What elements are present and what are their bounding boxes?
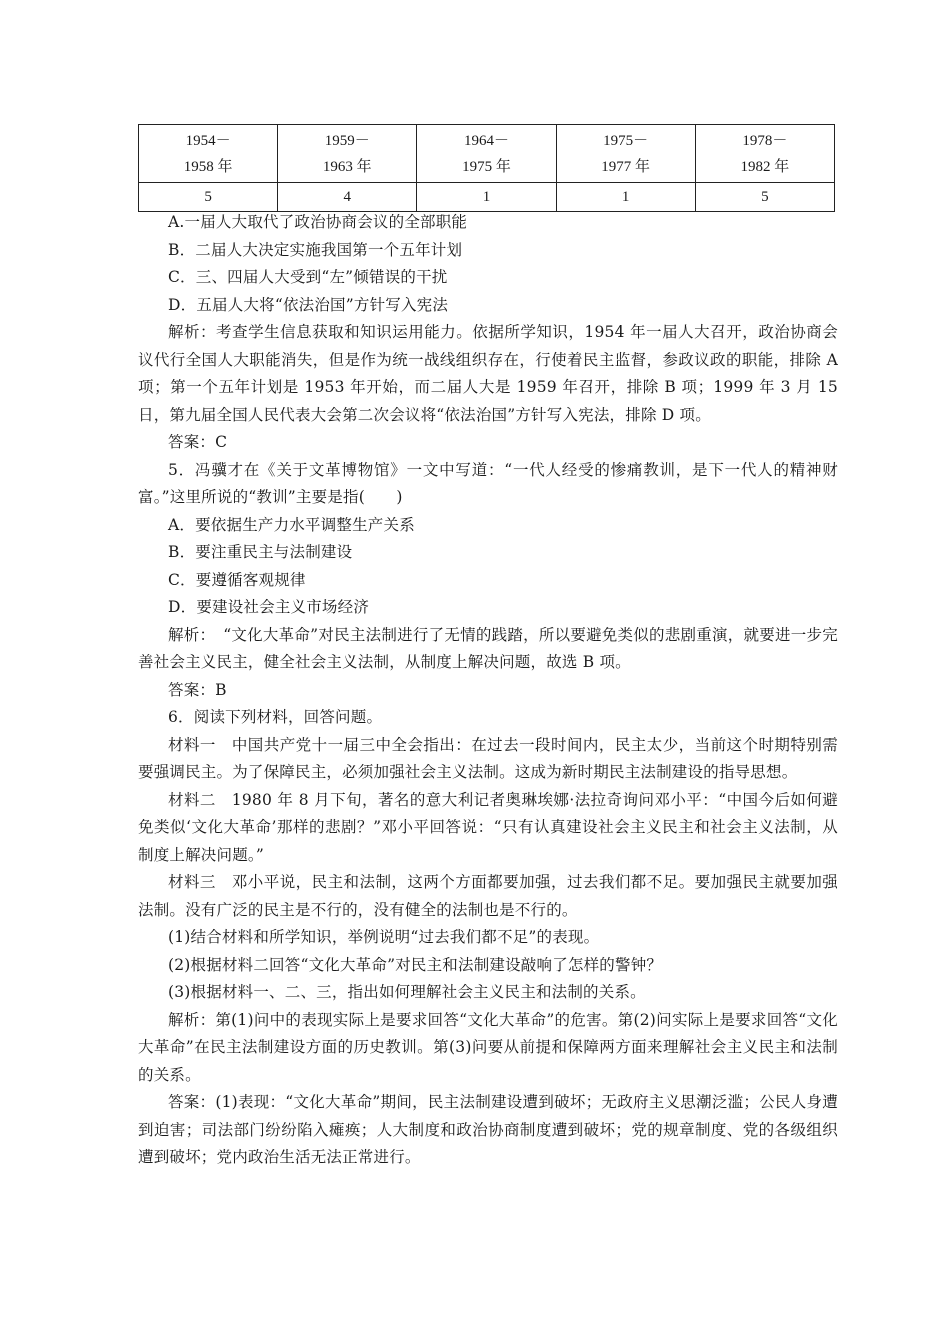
option-d: D．五届人大将“依法治国”方针写入宪法 xyxy=(168,295,449,314)
material-three: 材料三 邓小平说，民主和法制，这两个方面都要加强，过去我们都不足。要加强民主就要加强法制。没有广泛的民主是不行的，没有健全的法制也是不行的。 xyxy=(138,873,838,919)
document-body xyxy=(138,209,838,1172)
period-start: 1954－ xyxy=(185,132,231,149)
table-row-counts xyxy=(139,183,835,212)
period-start: 1975－ xyxy=(603,132,649,149)
table-cell-period xyxy=(556,125,695,183)
table-cell-count: 4 xyxy=(278,183,417,212)
option-a: A．要依据生产力水平调整生产关系 xyxy=(168,515,415,534)
table-cell-period xyxy=(417,125,556,183)
material-one: 材料一 中国共产党十一届三中全会指出：在过去一段时间内，民主太少，当前这个时期特别需要强调民主。为了保障民主，必须加强社会主义法制。这成为新时期民主法制建设的指导思想。 xyxy=(138,735,838,781)
option-b: B．二届人大决定实施我国第一个五年计划 xyxy=(168,240,463,259)
option-b: B．要注重民主与法制建设 xyxy=(168,543,353,561)
sub-question-3: (3)根据材料一、二、三，指出如何理解社会主义民主和法制的关系。 xyxy=(168,983,646,1001)
question-5: 5．冯骥才在《关于文革博物馆》一文中写道：“一代人经受的惨痛教训，是下一代人的精神财富。”这里所说的“教训”主要是指( ) xyxy=(138,460,838,506)
period-end: 1982 年 xyxy=(740,158,790,175)
analysis-paragraph: 解析： “文化大革命”对民主法制进行了无情的践踏，所以要避免类似的悲剧重演，就要进一步完善社会主义民主，健全社会主义法制，从制度上解决问题，故选 B 项。 xyxy=(138,625,838,671)
answer-line: 答案：C xyxy=(168,433,228,451)
analysis-paragraph: 解析：第(1)问中的表现实际上是要求回答“文化大革命”的危害。第(2)问实际上是要求回答“文化大革命”在民主法制建设方面的历史教训。第(3)问要从前提和保障两方面来理解社会主义民主和法制的关系。 xyxy=(138,1010,838,1084)
answer-line: 答案：B xyxy=(168,680,227,699)
question-6: 6．阅读下列材料，回答问题。 xyxy=(168,708,383,726)
period-end: 1975 年 xyxy=(462,158,511,175)
table-cell-count: 5 xyxy=(139,183,278,212)
table-cell-period xyxy=(278,125,417,183)
material-two: 材料二 1980 年 8 月下旬，著名的意大利记者奥琳埃娜·法拉奇询问邓小平：“中国今后如何避免类似‘文化大革命’那样的悲剧？”邓小平回答说：“只有认真建设社会主义民主和社会主义法制，从制度上解决问题。” xyxy=(138,790,838,864)
period-end: 1963 年 xyxy=(322,158,372,175)
period-start: 1964－ xyxy=(463,132,509,149)
sub-question-1: (1)结合材料和所学知识，举例说明“过去我们都不足”的表现。 xyxy=(168,928,600,946)
sub-question-2: (2)根据材料二回答“文化大革命”对民主和法制建设敲响了怎样的警钟？ xyxy=(168,955,663,974)
analysis-paragraph: 解析：考查学生信息获取和知识运用能力。依据所学知识，1954 年一届人大召开，政治协商会议代行全国人大职能消失，但是作为统一战线组织存在，行使着民主监督，参政议政的职能，排除 A 项；第一个五年计划是 1953 年开始，而二届人大是 1959 年召开，排除 B 项；1999 年 3 月 15 日，第九届全国人民代表大会第二次会议将“依法治国”方针写入宪法，排除 D 项。 xyxy=(138,323,838,424)
table-cell-period xyxy=(695,125,834,183)
npc-sessions-table xyxy=(138,124,835,212)
option-c: C．要遵循客观规律 xyxy=(168,570,306,589)
answer-paragraph: 答案：(1)表现：“文化大革命”期间，民主法制建设遭到破坏；无政府主义思潮泛滥；公民人身遭到迫害；司法部门纷纷陷入瘫痪；人大制度和政治协商制度遭到破坏；党的规章制度、党的各级组织遭到破坏；党内政治生活无法正常进行。 xyxy=(138,1093,838,1166)
period-end: 1958 年 xyxy=(183,158,233,175)
period-start: 1978－ xyxy=(742,132,788,149)
table-cell-period xyxy=(139,125,278,183)
table-row-periods xyxy=(139,125,835,183)
option-c: C．三、四届人大受到“左”倾错误的干扰 xyxy=(168,268,448,286)
period-start: 1959－ xyxy=(324,132,370,149)
table-cell-count: 5 xyxy=(695,183,834,212)
table-cell-count: 1 xyxy=(417,183,556,212)
table-cell-count: 1 xyxy=(556,183,695,212)
option-a: A.一届人大取代了政治协商会议的全部职能 xyxy=(168,213,468,231)
option-d: D．要建设社会主义市场经济 xyxy=(168,598,370,616)
period-end: 1977 年 xyxy=(601,158,651,175)
